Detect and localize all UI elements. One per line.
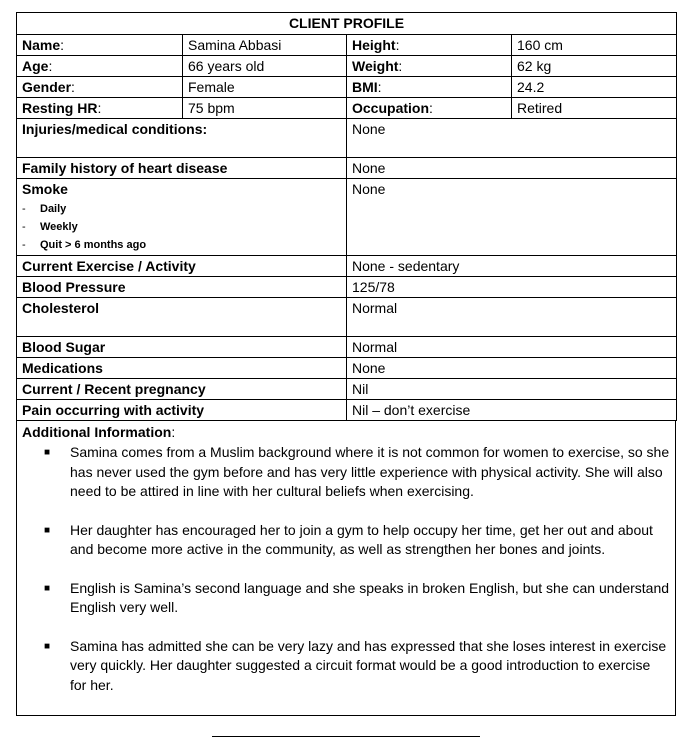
injuries-value: None	[347, 119, 677, 158]
smoke-option-quit: Quit > 6 months ago	[40, 239, 147, 251]
height-label-cell	[347, 35, 512, 56]
blood-sugar-label: Blood Sugar	[17, 337, 347, 358]
medications-label: Medications	[17, 358, 347, 379]
additional-info-colon: :	[171, 424, 176, 440]
blood-pressure-row	[17, 277, 677, 298]
gender-label: Gender	[22, 79, 72, 95]
blood-pressure-label: Blood Pressure	[17, 277, 347, 298]
bmi-label-colon: :	[377, 79, 382, 95]
cholesterol-value: Normal	[347, 298, 677, 337]
weight-label-cell	[347, 56, 512, 77]
exercise-value: None - sedentary	[347, 256, 677, 277]
page-divider-line	[212, 736, 480, 737]
client-profile-table	[16, 12, 677, 421]
weight-label: Weight	[352, 58, 399, 74]
smoke-label-cell	[17, 179, 347, 256]
injuries-label: Injuries/medical conditions:	[17, 119, 347, 158]
occupation-label-colon: :	[429, 100, 433, 116]
bmi-label: BMI	[352, 79, 378, 95]
basic-info-row	[17, 98, 677, 119]
height-value: 160 cm	[512, 35, 677, 56]
name-label: Name	[22, 37, 61, 53]
basic-info-row	[17, 35, 677, 56]
bullet-icon: ■	[44, 447, 51, 458]
name-label-cell	[17, 35, 183, 56]
smoke-label: Smoke	[22, 181, 68, 197]
resting-hr-label-colon: :	[97, 100, 102, 116]
blood-pressure-value: 125/78	[347, 277, 677, 298]
additional-item-text: Samina has admitted she can be very lazy and has expressed that she loses interest in exercise very quickly. Her daughter suggested a circuit format would be a good introduction to exercise for her.	[70, 637, 667, 693]
basic-info-row	[17, 56, 677, 77]
list-item	[22, 218, 341, 236]
dash-marker: -	[22, 239, 26, 251]
bmi-label-cell	[347, 77, 512, 98]
resting-hr-value: 75 bpm	[183, 98, 347, 119]
pain-row	[17, 400, 677, 421]
medications-value: None	[347, 358, 677, 379]
additional-info-section	[16, 421, 676, 716]
exercise-row	[17, 256, 677, 277]
resting-hr-label-cell	[17, 98, 183, 119]
smoke-row	[17, 179, 677, 256]
resting-hr-label: Resting HR	[22, 100, 98, 116]
list-item	[22, 443, 670, 502]
family-history-value: None	[347, 158, 677, 179]
pain-label: Pain occurring with activity	[17, 400, 347, 421]
medications-row	[17, 358, 677, 379]
pregnancy-label: Current / Recent pregnancy	[17, 379, 347, 400]
additional-info-heading	[22, 423, 670, 441]
name-value: Samina Abbasi	[183, 35, 347, 56]
gender-label-cell	[17, 77, 183, 98]
age-value: 66 years old	[183, 56, 347, 77]
height-label-colon: :	[395, 37, 400, 53]
occupation-value: Retired	[512, 98, 677, 119]
smoke-value: None	[347, 179, 677, 256]
height-label: Height	[352, 37, 396, 53]
blood-sugar-row	[17, 337, 677, 358]
dash-marker: -	[22, 221, 26, 233]
additional-info-list	[22, 443, 670, 695]
additional-item-text: Samina comes from a Muslim background where it is not common for women to exercise, so she has never used the gym before and has very little experience with physical activity. She will also need to be attired in line with her cultural beliefs when exercising.	[70, 444, 670, 499]
family-history-row	[17, 158, 677, 179]
blood-sugar-value: Normal	[347, 337, 677, 358]
family-history-label: Family history of heart disease	[17, 158, 347, 179]
smoke-option-weekly: Weekly	[40, 221, 78, 233]
name-label-colon: :	[60, 37, 65, 53]
list-item	[22, 637, 670, 696]
title-row	[17, 13, 677, 35]
cholesterol-row	[17, 298, 677, 337]
age-label-cell	[17, 56, 183, 77]
pain-value: Nil – don’t exercise	[347, 400, 677, 421]
cholesterol-label: Cholesterol	[17, 298, 347, 337]
exercise-label: Current Exercise / Activity	[17, 256, 347, 277]
gender-value: Female	[183, 77, 347, 98]
pregnancy-row	[17, 379, 677, 400]
gender-label-colon: :	[71, 79, 75, 95]
bullet-icon: ■	[44, 640, 51, 652]
list-item	[22, 200, 341, 218]
injuries-row	[17, 119, 677, 158]
pregnancy-value: Nil	[347, 379, 677, 400]
age-label-colon: :	[48, 58, 53, 74]
dash-marker: -	[22, 203, 26, 215]
occupation-label: Occupation	[352, 100, 430, 116]
page-title: CLIENT PROFILE	[17, 13, 677, 35]
list-item	[22, 236, 341, 254]
occupation-label-cell	[347, 98, 512, 119]
bullet-icon: ■	[44, 524, 51, 536]
list-item	[22, 579, 670, 618]
list-item	[22, 521, 670, 560]
client-profile-sheet	[16, 12, 676, 716]
age-label: Age	[22, 58, 49, 74]
additional-item-text: English is Samina’s second language and she speaks in broken English, but she can understand English very well.	[70, 579, 670, 615]
additional-item-text: Her daughter has encouraged her to join a gym to help occupy her time, get her out and about and become more active in the community, as well as strengthen her bones and joints.	[70, 521, 653, 557]
smoke-options-list	[22, 200, 341, 254]
bullet-icon: ■	[44, 582, 51, 594]
additional-info-label: Additional Information	[22, 424, 172, 440]
weight-label-colon: :	[398, 58, 403, 74]
weight-value: 62 kg	[512, 56, 677, 77]
basic-info-row	[17, 77, 677, 98]
smoke-option-daily: Daily	[40, 203, 67, 215]
bmi-value: 24.2	[512, 77, 677, 98]
